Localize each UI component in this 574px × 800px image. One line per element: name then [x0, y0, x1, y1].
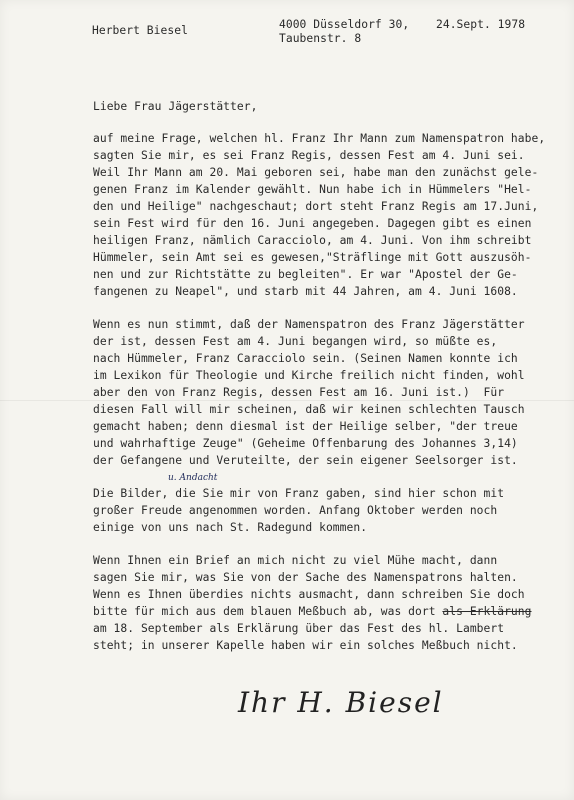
text-line: genen Franz im Kalender gewählt. Nun habe ich in Hümmelers "Hel- — [93, 183, 532, 196]
text-fragment: bitte für mich aus dem blauen Meßbuch ab, was dort — [93, 605, 443, 618]
handwritten-insertion: u. Andacht — [168, 473, 218, 483]
text-line: den und Heilige" nachgeschaut; dort steht Franz Regis am 17.Juni, — [93, 200, 539, 213]
struck-out-text: als Erklärung — [442, 605, 532, 618]
text-line: gemacht haben; denn diesmal ist der Heilige selber, "der treue — [93, 420, 518, 433]
text-line: Wenn es nun stimmt, daß der Namenspatron des Franz Jägerstätter — [93, 318, 525, 331]
handwritten-signature: Ihr H. Biesel — [238, 686, 444, 719]
text-line: der ist, dessen Fest am 4. Juni begangen wird, so müßte es, — [93, 335, 498, 348]
text-line: diesen Fall will mir scheinen, daß wir keinen schlechten Tausch — [93, 403, 525, 416]
text-line: Hümmeler, sein Amt sei es gewesen,"Sträflinge mit Gott auszusöh- — [93, 251, 532, 264]
text-line: Wenn es Ihnen überdies nichts ausmacht, dann schreiben Sie doch — [93, 588, 525, 601]
text-line: sagten Sie mir, es sei Franz Regis, dessen Fest am 4. Juni sei. — [93, 149, 525, 162]
text-line: sein Fest wird für den 16. Juni angegeben. Dagegen gibt es einen — [93, 217, 532, 230]
text-line: am 18. September als Erklärung über das Fest des hl. Lambert — [93, 622, 505, 635]
text-line: nach Hümmeler, Franz Caracciolo sein. (Seinen Namen konnte ich — [93, 352, 518, 365]
sender-name: Herbert Biesel — [92, 24, 188, 37]
salutation: Liebe Frau Jägerstätter, — [93, 100, 258, 113]
text-line: fangenen zu Neapel", und starb mit 44 Jahren, am 4. Juni 1608. — [93, 285, 518, 298]
text-line: und wahrhaftige Zeuge" (Geheime Offenbarung des Johannes 3,14) — [93, 437, 518, 450]
text-line: einige von uns nach St. Radegund kommen. — [93, 521, 368, 534]
text-line: Weil Ihr Mann am 20. Mai geboren sei, habe man den zunächst gele- — [93, 166, 539, 179]
text-line: im Lexikon für Theologie und Kirche freilich nicht finden, wohl — [93, 369, 525, 382]
text-line: der Gefangene und Veruteilte, der sein eigener Seelsorger ist. — [93, 454, 518, 467]
text-line — [93, 605, 532, 619]
text-line: heiligen Franz, nämlich Caracciolo, am 4. Juni. Von ihm schreibt — [93, 234, 532, 247]
text-line: auf meine Frage, welchen hl. Franz Ihr Mann zum Namenspatron habe, — [93, 132, 546, 145]
text-line: sagen Sie mir, was Sie von der Sache des Namenspatrons halten. — [93, 571, 518, 584]
letter-date: 24.Sept. 1978 — [436, 18, 526, 31]
text-line: steht; in unserer Kapelle haben wir ein solches Meßbuch nicht. — [93, 639, 518, 652]
text-line: großer Freude angenommen worden. Anfang Oktober werden noch — [93, 504, 498, 517]
sender-address-line2: Taubenstr. 8 — [279, 32, 362, 45]
paper-fold — [0, 400, 574, 401]
text-line: Die Bilder, die Sie mir von Franz gaben, sind hier schon mit — [93, 487, 505, 500]
text-line: nen und zur Richtstätte zu begleiten". Er war "Apostel der Ge- — [93, 268, 518, 281]
text-line: aber den von Franz Regis, dessen Fest am 16. Juni ist.) Für — [93, 386, 505, 399]
sender-address-line1: 4000 Düsseldorf 30, — [279, 18, 410, 31]
text-line: Wenn Ihnen ein Brief an mich nicht zu viel Mühe macht, dann — [93, 554, 498, 567]
